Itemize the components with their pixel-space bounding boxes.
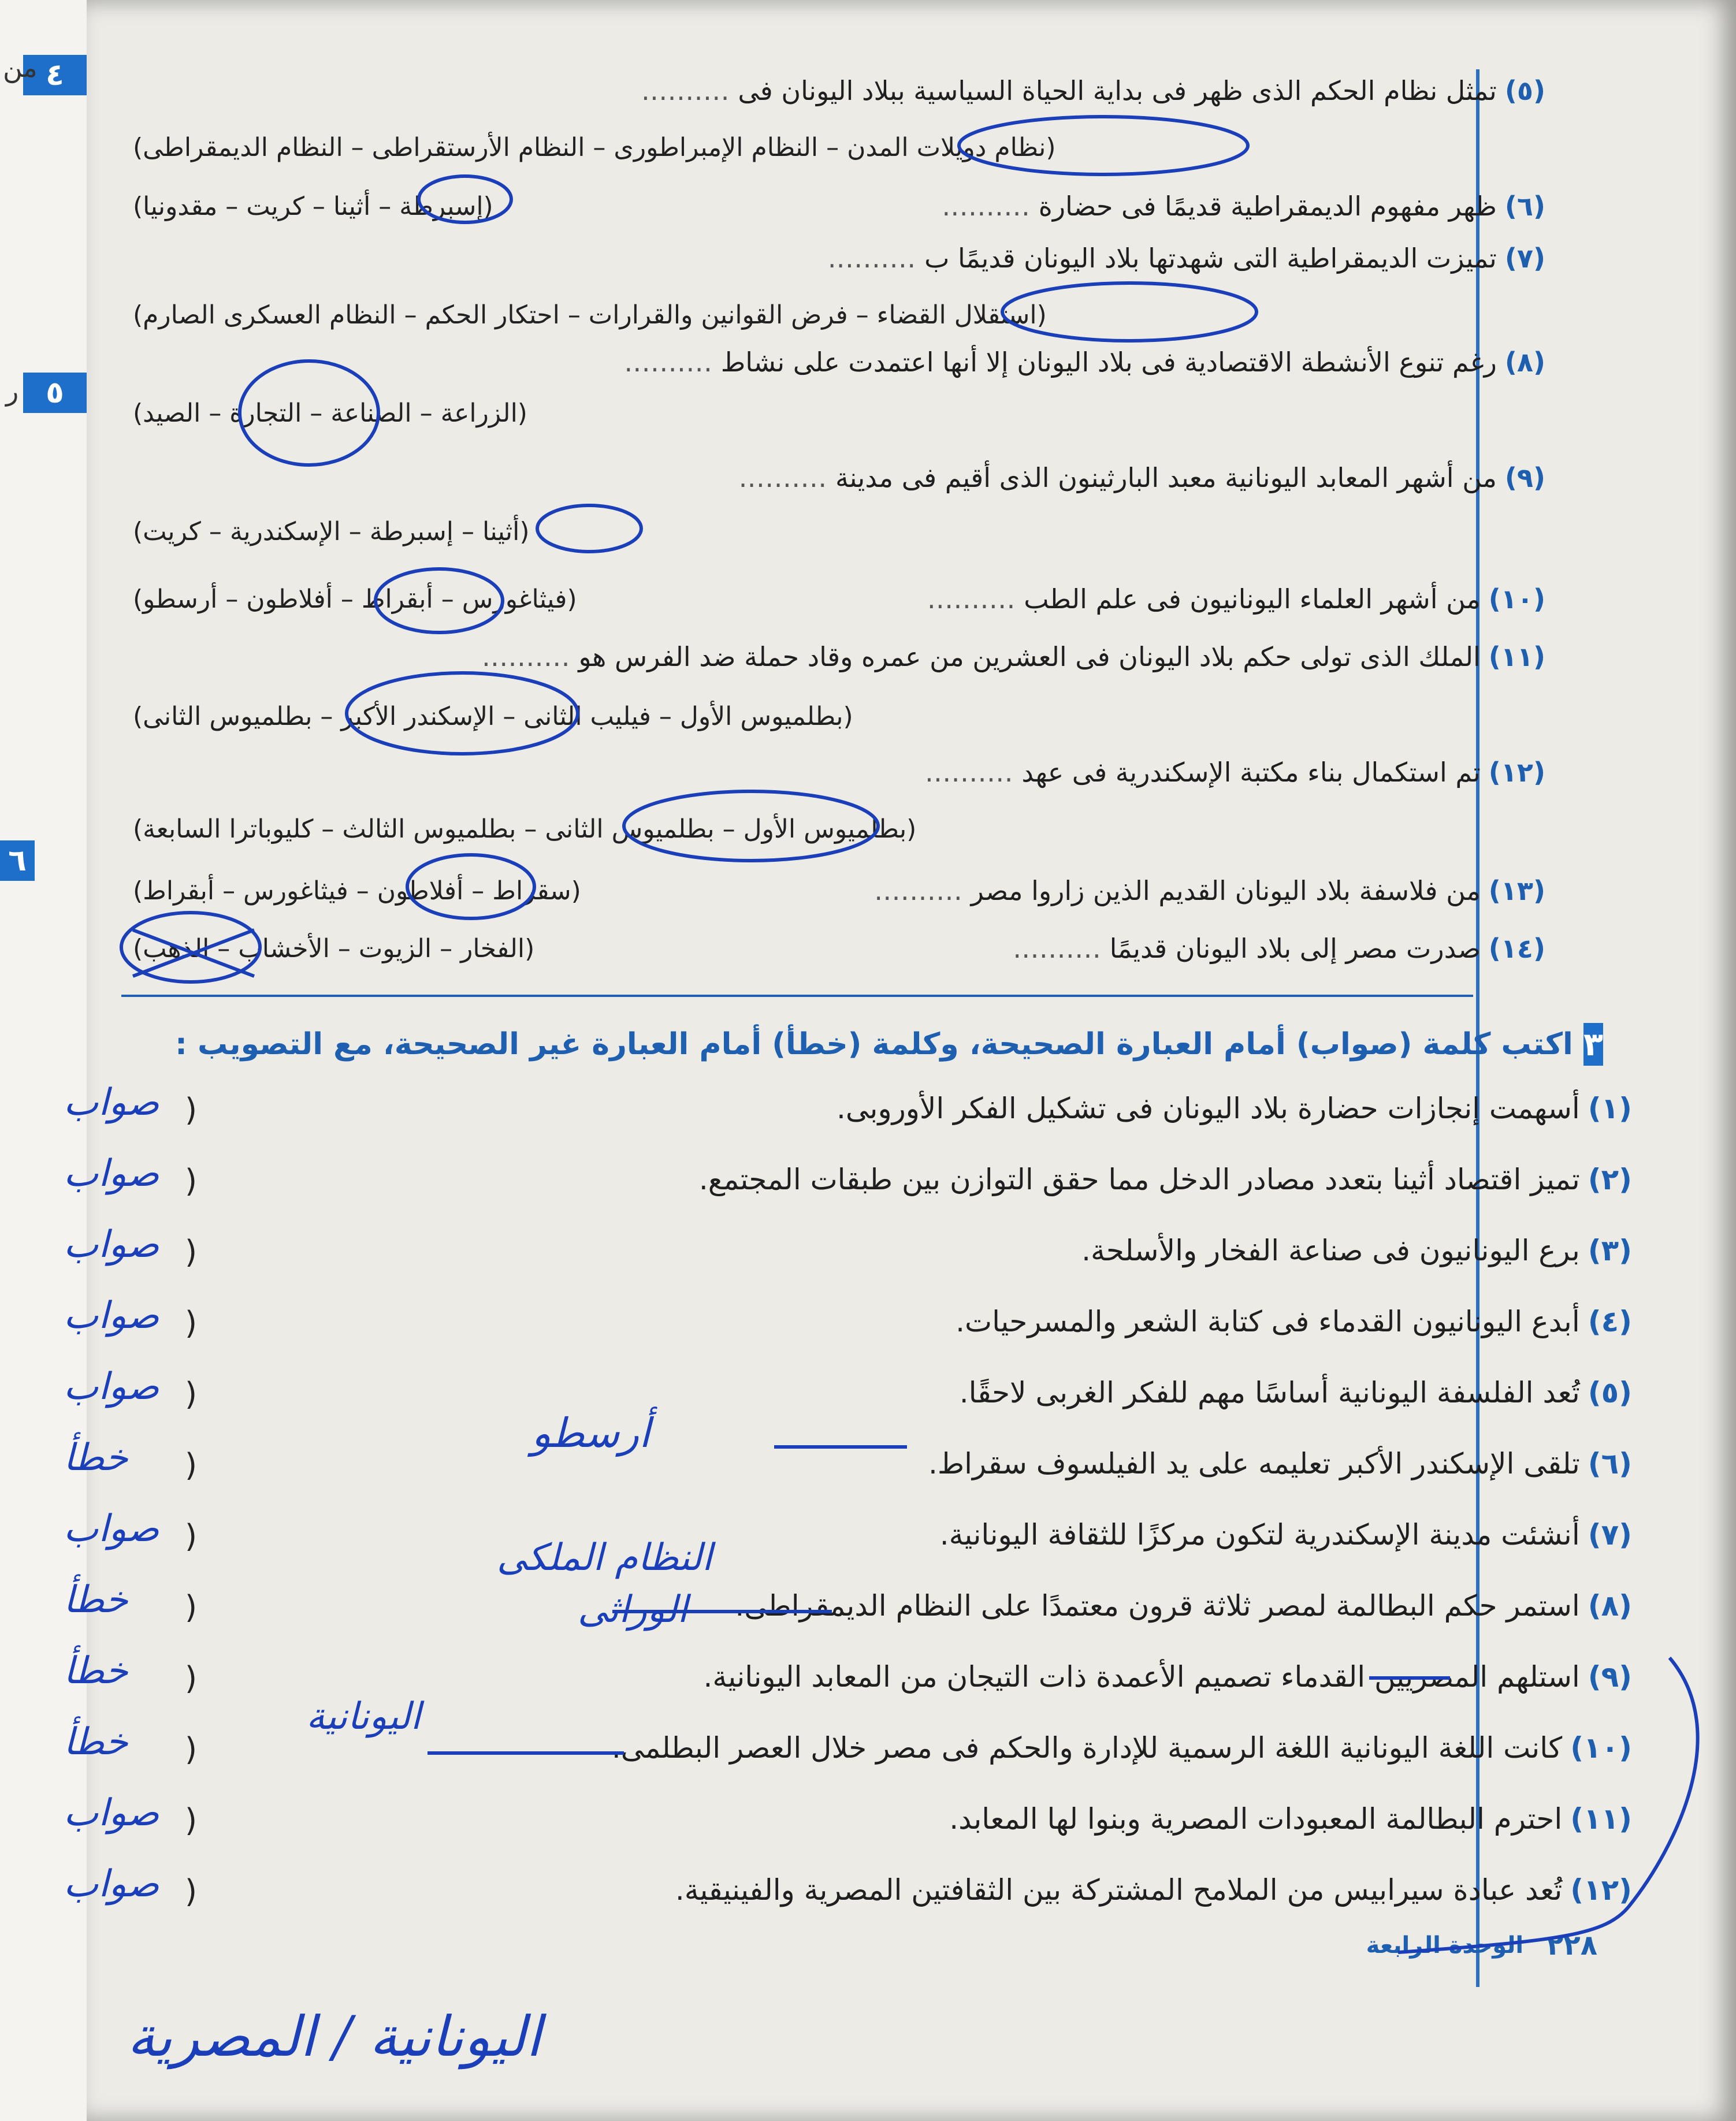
handwritten-correction-8-a: النظام الملكى [497, 1536, 712, 1579]
statement-item [928, 1447, 1632, 1480]
section-3-badge: ٣ [1583, 1023, 1603, 1066]
handwritten-correction-6: أرسطو [531, 1409, 650, 1457]
handwritten-bottom-note: اليونانية / المصرية [127, 2004, 541, 2069]
statement-text: أبدع اليونانيون القدماء فى كتابة الشعر والمسرحيات. [956, 1305, 1580, 1338]
statement-number: (١٢) [1570, 1873, 1632, 1907]
answer-options: (بطلميوس الأول – فيليب الثانى – الإسكندر الأكبر – بطلميوس الثانى) [133, 702, 853, 731]
answer-options: (الفخار – الزيوت – الأخشاب – الذهب) [133, 934, 535, 963]
answer-bracket: ( [185, 1376, 198, 1412]
statement-number: (١) [1588, 1092, 1632, 1125]
statement-text: تلقى الإسكندر الأكبر تعليمه على يد الفيلسوف سقراط. [928, 1447, 1580, 1480]
statement-number: (٩) [1588, 1660, 1632, 1694]
statement-number: (٢) [1588, 1163, 1632, 1196]
question-number: (١١) [1488, 641, 1545, 672]
question-number: (٦) [1504, 191, 1545, 222]
statement-text: تُعد الفلسفة اليونانية أساسًا مهم للفكر الغربى لاحقًا. [959, 1376, 1580, 1409]
question-number: (٨) [1504, 347, 1545, 378]
handwritten-answer: صواب [64, 1863, 159, 1906]
statement-number: (٤) [1588, 1305, 1632, 1338]
statement-item [735, 1589, 1632, 1623]
answer-bracket: ( [185, 1660, 198, 1696]
statement-number: (٧) [1588, 1518, 1632, 1551]
section-3-title: اكتب كلمة (صواب) أمام العبارة الصحيحة، وكلمة (خطأ) أمام العبارة غير الصحيحة، مع التصويب : [175, 1027, 1573, 1062]
answer-bracket: ( [185, 1234, 198, 1270]
question-number: (١٢) [1488, 757, 1545, 788]
question-number: (١٤) [1488, 933, 1545, 964]
question-number: (٥) [1504, 75, 1545, 106]
mcq-question [104, 462, 1545, 494]
answer-blank: ………. [641, 75, 730, 106]
answer-blank: ………. [874, 875, 962, 906]
question-number: (١٣) [1488, 875, 1545, 906]
page-number: ٢٢٨ [1547, 1929, 1597, 1962]
answer-blank: ………. [482, 641, 570, 672]
statement-number: (١٠) [1570, 1731, 1632, 1765]
answer-bracket: ( [185, 1163, 198, 1199]
handwritten-answer: صواب [64, 1508, 159, 1550]
answer-options: (إسبرطة – أثينا – كريت – مقدونيا) [133, 192, 493, 221]
statement-item [699, 1163, 1632, 1196]
statement-text: استمر حكم البطالمة لمصر ثلاثة قرون معتمدًا على النظام الديمقراطى. [735, 1589, 1580, 1623]
statement-number: (٥) [1588, 1376, 1632, 1409]
answer-bracket: ( [185, 1518, 198, 1554]
answer-blank: ………. [942, 191, 1031, 222]
statement-item [1081, 1234, 1632, 1267]
answer-bracket: ( [185, 1305, 198, 1341]
question-text: الملك الذى تولى حكم بلاد اليونان فى العشرين من عمره وقاد حملة ضد الفرس هو [578, 641, 1481, 672]
mcq-question [104, 641, 1545, 673]
statement-text: تُعد عبادة سيرابيس من الملامح المشتركة بين الثقافتين المصرية والفينيقية. [675, 1873, 1563, 1907]
edge-fragment: ر [6, 375, 19, 407]
section-tab-5: ٥ [23, 373, 87, 413]
unit-label: الوحدة الرابعة [1366, 1932, 1524, 1959]
statement-item [940, 1518, 1632, 1551]
answer-blank: ………. [927, 583, 1016, 615]
statement-item [612, 1731, 1632, 1765]
statement-text: برع اليونانيون فى صناعة الفخار والأسلحة. [1081, 1234, 1580, 1267]
handwritten-answer: خطأ [64, 1650, 128, 1692]
question-text: من فلاسفة بلاد اليونان القديم الذين زاروا مصر [971, 875, 1481, 906]
statement-item [837, 1092, 1632, 1125]
handwritten-answer: خطأ [64, 1721, 128, 1763]
mcq-question [104, 75, 1545, 107]
question-text: تم استكمال بناء مكتبة الإسكندرية فى عهد [1021, 757, 1481, 788]
statement-item [960, 1376, 1632, 1409]
answer-bracket: ( [185, 1589, 198, 1625]
edge-fragment: من [3, 52, 38, 83]
statement-text: تميز اقتصاد أثينا بتعدد مصادر الدخل مما حقق التوازن بين طبقات المجتمع. [698, 1163, 1580, 1196]
answer-options: (فيثاغورس – أبقراط – أفلاطون – أرسطو) [133, 585, 577, 614]
statement-item [956, 1305, 1632, 1338]
handwritten-correction-8-b: الوراثى [578, 1588, 688, 1631]
answer-options: (الزراعة – الصناعة – التجارة – الصيد) [133, 399, 527, 428]
answer-blank: ………. [1013, 933, 1101, 964]
section-tab-6: ٦ [0, 840, 35, 881]
statement-text: أنشئت مدينة الإسكندرية لتكون مركزًا للثقافة اليونانية. [939, 1518, 1580, 1551]
question-number: (٩) [1504, 462, 1545, 493]
statement-text: استلهم المصريين القدماء تصميم الأعمدة ذات التيجان من المعابد اليونانية. [703, 1660, 1580, 1694]
section-divider [121, 995, 1473, 997]
answer-blank: ………. [827, 243, 916, 274]
handwritten-answer: خطأ [64, 1437, 128, 1479]
answer-options: (سقراط – أفلاطون – فيثاغورس – أبقراط) [133, 876, 581, 906]
answer-options: (أثينا – إسبرطة – الإسكندرية – كريت) [133, 517, 530, 546]
statement-item [675, 1873, 1632, 1907]
statement-number: (١١) [1570, 1802, 1632, 1836]
question-text: تميزت الديمقراطية التى شهدتها بلاد اليونان قديمًا ب [924, 243, 1497, 274]
question-text: ظهر مفهوم الديمقراطية قديمًا فى حضارة [1038, 191, 1497, 222]
answer-bracket: ( [185, 1731, 198, 1767]
answer-bracket: ( [185, 1873, 198, 1910]
handwritten-answer: خطأ [64, 1579, 128, 1621]
question-text: من أشهر المعابد اليونانية معبد البارثينون الذى أقيم فى مدينة [835, 462, 1497, 493]
statement-item [949, 1802, 1632, 1836]
statement-number: (٨) [1588, 1589, 1632, 1623]
question-number: (٧) [1504, 243, 1545, 274]
handwritten-answer: صواب [64, 1294, 159, 1337]
section-3-header [175, 1021, 1603, 1067]
handwritten-answer: صواب [64, 1792, 159, 1835]
mcq-question [104, 757, 1545, 788]
answer-options: (استقلال القضاء – فرض القوانين والقرارات – احتكار الحكم – النظام العسكرى الصارم) [133, 300, 1047, 330]
handwritten-answer: صواب [64, 1152, 159, 1195]
answer-bracket: ( [185, 1092, 198, 1128]
statement-number: (٣) [1588, 1234, 1632, 1267]
question-text: صدرت مصر إلى بلاد اليونان قديمًا [1109, 933, 1481, 964]
statement-text: احترم البطالمة المعبودات المصرية وبنوا لها المعابد. [949, 1802, 1563, 1836]
question-number: (١٠) [1488, 583, 1545, 615]
mcq-question [104, 347, 1545, 378]
answer-bracket: ( [185, 1802, 198, 1839]
answer-blank: ………. [925, 757, 1013, 788]
statement-text: أسهمت إنجازات حضارة بلاد اليونان فى تشكيل الفكر الأوروبى. [836, 1092, 1580, 1125]
statement-number: (٦) [1588, 1447, 1632, 1480]
handwritten-answer: صواب [64, 1081, 159, 1124]
handwritten-answer: صواب [64, 1365, 159, 1408]
answer-options: (بطلميوس الأول – بطلميوس الثانى – بطلميوس الثالث – كليوباترا السابعة) [133, 814, 917, 844]
answer-options: (نظام دويلات المدن – النظام الإمبراطورى – النظام الأرستقراطى – النظام الديمقراطى) [133, 133, 1056, 162]
question-text: تمثل نظام الحكم الذى ظهر فى بداية الحياة السياسية ببلاد اليونان فى [738, 75, 1497, 106]
handwritten-correction-10: اليونانية [306, 1695, 421, 1738]
statement-item [704, 1660, 1632, 1694]
question-text: من أشهر العلماء اليونانيون فى علم الطب [1024, 583, 1481, 615]
section-tab-4: ٤ [23, 55, 87, 95]
answer-bracket: ( [185, 1447, 198, 1483]
statement-text: كانت اللغة اليونانية اللغة الرسمية للإدارة والحكم فى مصر خلال العصر البطلمى. [611, 1731, 1563, 1765]
handwritten-answer: صواب [64, 1223, 159, 1266]
mcq-question [104, 243, 1545, 274]
answer-blank: ………. [738, 462, 827, 493]
question-text: رغم تنوع الأنشطة الاقتصادية فى بلاد اليونان إلا أنها اعتمدت على نشاط [720, 347, 1497, 378]
page-footer [1366, 1929, 1597, 1962]
answer-blank: ………. [624, 347, 713, 378]
